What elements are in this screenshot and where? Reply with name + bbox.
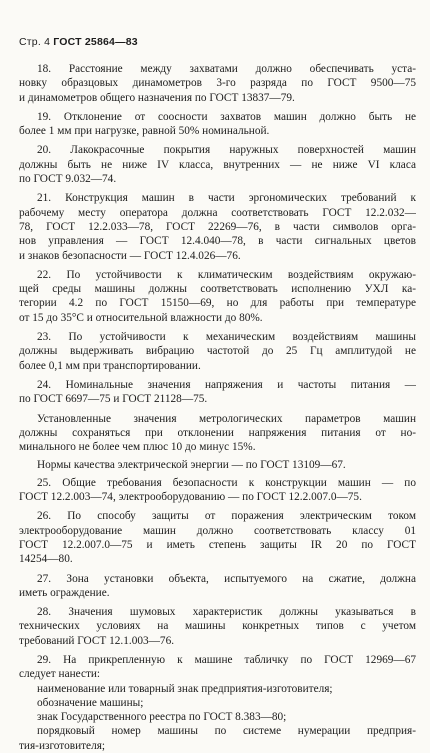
paragraph-line: 23. По устойчивости к механическим воздействиям машины [37,331,416,344]
paragraph [19,268,416,325]
paragraph-line: по ГОСТ 9.032—74. [19,173,117,186]
paragraph-line: Установленные значения метрологических параметров машин [37,412,416,425]
paragraph-line: 27. Зона установки объекта, испытуемого на сжатие, должна [37,572,416,585]
paragraph [19,682,416,696]
paragraph-line: по ГОСТ 6697—75 и ГОСТ 21128—75. [19,393,208,406]
paragraph [19,509,416,566]
paragraph-line: требований ГОСТ 12.1.003—76. [19,634,175,647]
paragraph [19,710,416,724]
paragraph-line: 18. Расстояние между захватами должно обеспечивать уста- [37,63,416,75]
paragraph-line: минального не более чем плюс 10 до минус 15%. [19,441,256,454]
page-number: Стр. 4 [19,36,51,48]
paragraph [19,653,416,682]
paragraph-line: 25. Общие требования безопасности к конструкции машин — по [37,476,416,489]
paragraph [19,724,416,753]
paragraph-line: должны выдерживать вибрацию частотой до 25 Гц амплитудой не [19,345,416,358]
paragraph-line: от 15 до 35°С и относительной влажности до 80%. [19,311,263,324]
paragraph-line: 29. На прикрепленную к машине табличку по ГОСТ 12969—67 [37,653,416,666]
paragraph [19,143,416,186]
paragraph-line: 28. Значения шумовых характеристик должны указываться в [37,606,416,619]
paragraph-line: следует нанести: [19,668,101,681]
paragraph-line: наименование или товарный знак предприятия-изготовителя; [37,682,333,695]
paragraph-line: электрооборудование машин должно соответствовать классу 01 [19,524,416,537]
paragraph-line: 14254—80. [19,553,73,566]
paragraph-line: тегории 4.2 по ГОСТ 15150—69, но для работы при температуре [19,297,416,310]
paragraph [19,605,416,648]
paragraph [19,476,416,505]
paragraph-line: ГОСТ 12.2.003—74, электрооборудованию — по ГОСТ 12.2.007.0—75. [19,491,362,504]
paragraph-line: 26. По способу защиты от поражения электрическим током [37,510,416,523]
paragraph-line: тия-изготовителя; [19,739,106,752]
paragraph-line: и динамометров общего назначения по ГОСТ 13837—79. [19,91,295,104]
paragraph-line: рабочему месту оператора должна соответствовать ГОСТ 12.2.032— [19,206,416,219]
paragraph-line: щей среды машины должны соответствовать исполнению УХЛ ка- [19,283,416,296]
document-body [19,62,416,753]
paragraph-line: новку образцовых динамометров 3-го разряда по ГОСТ 9500—75 [19,77,416,90]
paragraph-line: 22. По устойчивости к климатическим воздействиям окружаю- [37,268,416,281]
paragraph-line: знак Государственного реестра по ГОСТ 8.383—80; [37,711,287,724]
paragraph [19,378,416,407]
paragraph-line: 19. Отклонение от соосности захватов машин должно быть не [37,110,416,123]
paragraph-line: более 0,1 мм при транспортировании. [19,359,201,372]
paragraph-line: 24. Номинальные значения напряжения и частоты питания — [37,378,416,391]
paragraph-line: Нормы качества электрической энергии — по ГОСТ 13109—67. [37,459,346,472]
paragraph-line: и знаков безопасности — ГОСТ 12.4.026—76. [19,249,241,262]
paragraph-line: 78, ГОСТ 12.2.033—78, ГОСТ 22269—76, в части символов орга- [19,220,416,233]
paragraph [19,330,416,373]
paragraph [19,458,416,472]
paragraph-line: порядковый номер машины по системе нумерации предприя- [37,725,416,738]
paragraph-line: обозначение машины; [37,696,144,709]
paragraph-line: должны быть не ниже IV класса, внутренних — не ниже VI класа [19,158,416,171]
paragraph [19,62,416,105]
paragraph-line: иметь ограждение. [19,586,110,599]
paragraph-line: 20. Лакокрасочные покрытия наружных поверхностей машин [37,144,416,157]
paragraph [19,191,416,262]
paragraph [19,572,416,601]
paragraph-line: нов управления — ГОСТ 12.4.040—78, в части сигнальных цветов [19,235,416,248]
page-header [19,36,138,48]
standard-number: ГОСТ 25864—83 [53,36,138,48]
paragraph-line: 21. Конструкция машин в части эргономических требований к [37,192,416,205]
paragraph [19,412,416,455]
paragraph-line: должны сохраняться при отклонении напряжения питания от но- [19,426,416,439]
paragraph [19,696,416,710]
paragraph [19,110,416,139]
paragraph-line: ГОСТ 12.2.007.0—75 и иметь степень защиты IR 20 по ГОСТ [19,538,416,551]
paragraph-line: более 1 мм при нагрузке, равной 50% номинальной. [19,125,270,138]
paragraph-line: технических условиях на машины конкретных типов с учетом [19,620,416,633]
